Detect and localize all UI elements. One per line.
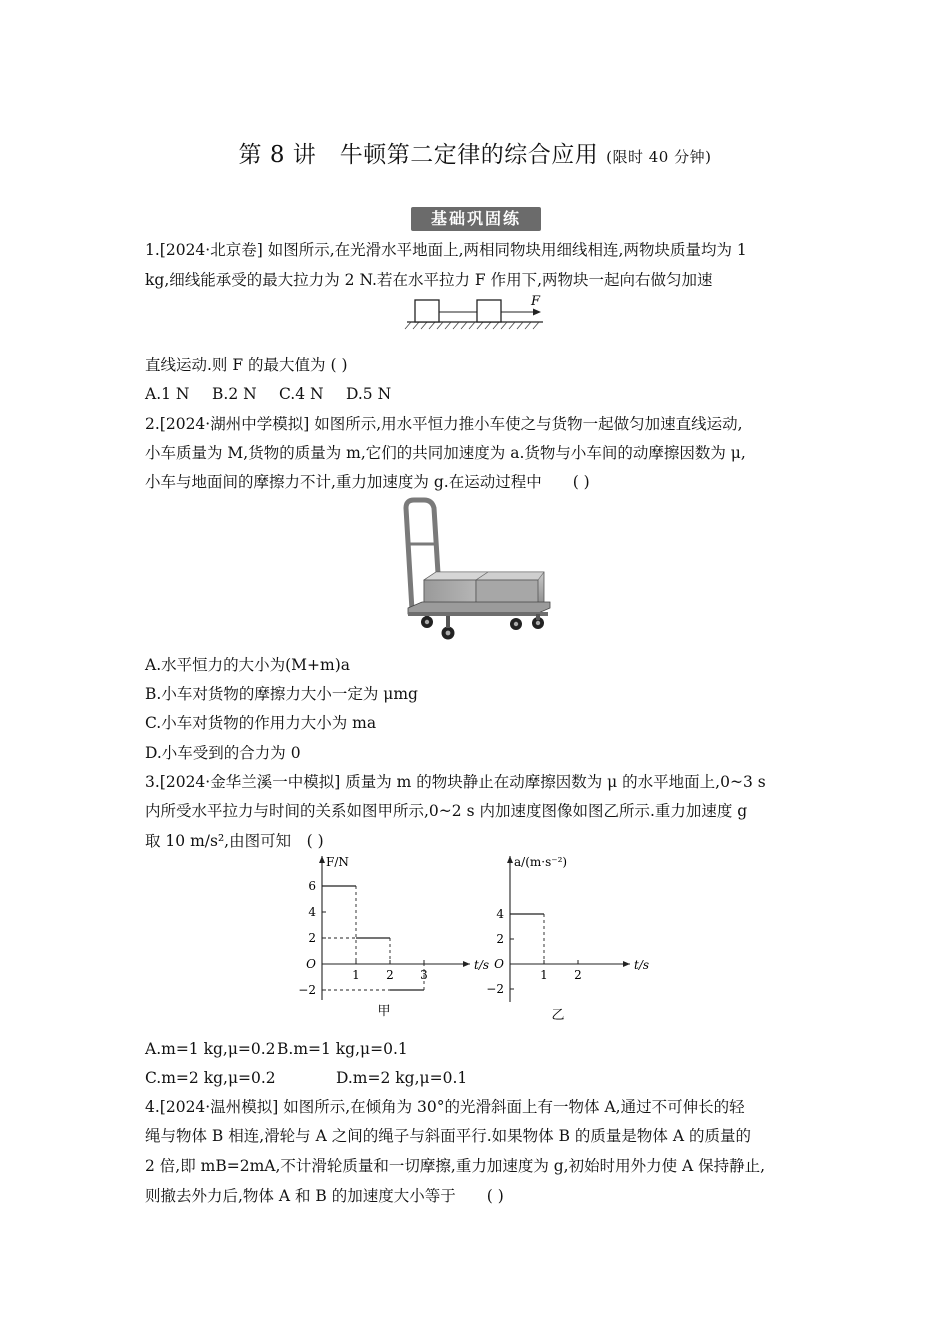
q1-line2: kg,细线能承受的最大拉力为 2 N.若在水平拉力 F 作用下,两物块一起向右做匀加速 — [145, 271, 713, 289]
force-label: F — [531, 294, 541, 309]
q4-number: 4. — [145, 1098, 160, 1116]
jia-x-axis-label: t/s — [474, 958, 490, 972]
jia-caption: 甲 — [377, 1004, 391, 1019]
q2-option-d: D.小车受到的合力为 0 — [145, 744, 301, 762]
q1-option-b: B.2 N — [212, 385, 257, 403]
yi-x-axis-arrow — [623, 961, 630, 967]
two-blocks-figure — [405, 292, 550, 334]
q4-line2: 绳与物体 B 相连,滑轮与 A 之间的绳子与斜面平行.如果物体 B 的质量是物体 A 的质量的 — [145, 1127, 751, 1145]
q3-option-c: C.m=2 kg,μ=0.2 — [145, 1069, 276, 1087]
q3-option-b: B.m=1 kg,μ=0.1 — [277, 1040, 408, 1058]
q2-option-b: B.小车对货物的摩擦力大小一定为 μmg — [145, 685, 418, 703]
yi-x-tick-label: 1 — [540, 968, 548, 982]
yi-y-axis-arrow — [507, 856, 513, 863]
yi-origin-label: O — [494, 957, 504, 971]
time-limit: (限时 40 分钟) — [606, 148, 712, 166]
chart-jia — [292, 852, 490, 1024]
yi-caption: 乙 — [551, 1008, 565, 1023]
jia-y-tick-label: 2 — [308, 931, 316, 945]
q4-line1: 4.[2024·温州模拟] 如图所示,在倾角为 30°的光滑斜面上有一物体 A,通过不可伸长的轻 — [145, 1098, 745, 1116]
q3-line3: 取 10 m/s²,由图可知 ( ) — [145, 832, 324, 850]
yi-y-tick-label: 2 — [496, 932, 504, 946]
jia-x-tick-label: 1 — [352, 968, 360, 982]
jia-x-tick-label: 3 — [420, 968, 428, 982]
page-title — [0, 136, 950, 169]
q1-option-a: A.1 N — [145, 385, 190, 403]
q3-source: [2024·金华兰溪一中模拟] — [159, 773, 341, 791]
q4-line4: 则撤去外力后,物体 A 和 B 的加速度大小等于 ( ) — [145, 1187, 504, 1205]
q2-number: 2. — [145, 415, 160, 433]
jia-y-tick-label: −2 — [298, 983, 316, 997]
yi-y-tick-label: −2 — [486, 982, 504, 996]
q3-line1: 3.[2024·金华兰溪一中模拟] 质量为 m 的物块静止在动摩擦因数为 μ 的水平地面上,0~3 s — [145, 773, 766, 791]
q4-line3: 2 倍,即 mB=2mA,不计滑轮质量和一切摩擦,重力加速度为 g,初始时用外力使 A 保持静止, — [145, 1157, 766, 1175]
yi-y-axis-label: a/(m·s⁻²) — [514, 855, 568, 869]
jia-y-axis-label: F/N — [326, 855, 349, 869]
q3-option-a: A.m=1 kg,μ=0.2 — [145, 1040, 276, 1058]
jia-y-axis-arrow — [319, 856, 325, 863]
q3-option-d: D.m=2 kg,μ=0.1 — [336, 1069, 468, 1087]
yi-x-axis-label: t/s — [634, 958, 650, 972]
q1-number: 1. — [145, 241, 160, 259]
q1-line3: 直线运动.则 F 的最大值为 ( ) — [145, 356, 348, 374]
jia-x-axis-arrow — [463, 961, 470, 967]
section-badge: 基础巩固练 — [411, 207, 541, 231]
q3-number: 3. — [145, 773, 160, 791]
q1-option-d: D.5 N — [346, 385, 392, 403]
q1-source: [2024·北京卷] — [159, 241, 263, 259]
q2-option-c: C.小车对货物的作用力大小为 ma — [145, 714, 377, 732]
cart-wheels — [421, 614, 544, 640]
q2-option-a: A.水平恒力的大小为(M+m)a — [145, 656, 351, 674]
q2-source: [2024·湖州中学模拟] — [159, 415, 310, 433]
jia-x-tick-label: 2 — [386, 968, 394, 982]
chart-yi — [484, 852, 664, 1024]
jia-y-tick-label: 6 — [308, 879, 316, 893]
q2-line1: 2.[2024·湖州中学模拟] 如图所示,用水平恒力推小车使之与货物一起做匀加速直线运动, — [145, 415, 743, 433]
block-right — [477, 300, 501, 322]
q1-line1: 1.[2024·北京卷] 如图所示,在光滑水平地面上,两相同物块用细线相连,两物块质量均为 1 — [145, 241, 747, 259]
q1-option-c: C.4 N — [279, 385, 324, 403]
q4-source: [2024·温州模拟] — [159, 1098, 279, 1116]
yi-x-tick-label: 2 — [574, 968, 582, 982]
q2-line3: 小车与地面间的摩擦力不计,重力加速度为 g.在运动过程中 ( ) — [145, 473, 590, 491]
jia-origin-label: O — [306, 957, 316, 971]
yi-y-tick-label: 4 — [496, 907, 504, 921]
lecture-title: 第 8 讲 牛顿第二定律的综合应用 — [238, 142, 599, 168]
block-left — [415, 300, 439, 322]
cart-figure — [398, 496, 553, 644]
q3-line2: 内所受水平拉力与时间的关系如图甲所示,0~2 s 内加速度图像如图乙所示.重力加速度 g — [145, 802, 748, 820]
q2-line2: 小车质量为 M,货物的质量为 m,它们的共同加速度为 a.货物与小车间的动摩擦因数为 μ, — [145, 444, 746, 462]
jia-y-tick-label: 4 — [308, 905, 316, 919]
